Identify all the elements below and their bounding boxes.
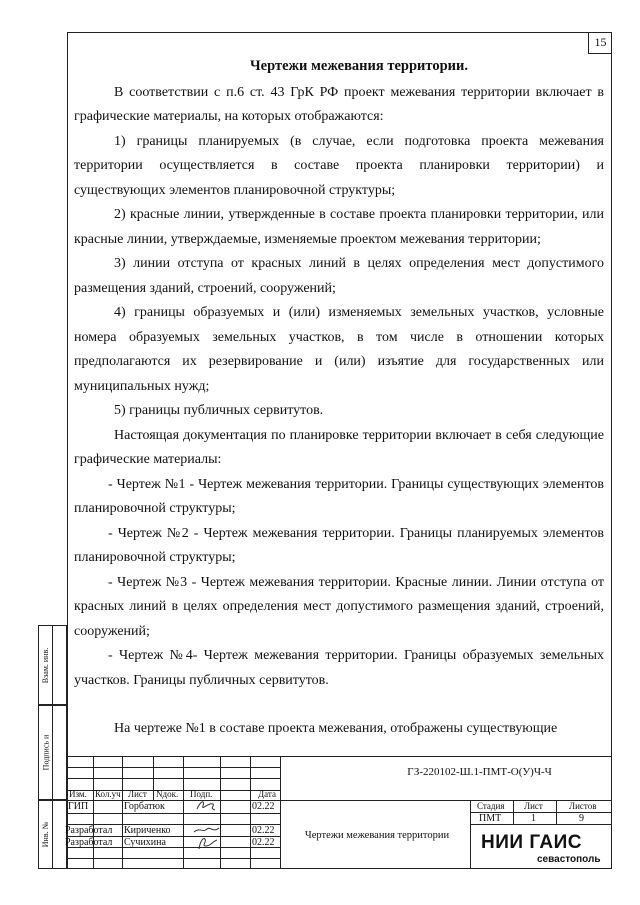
paragraph: - Чертеж №4- Чертеж межевания территории. Границы образуемых земельных участков. Границы публичных сервитутов. [74,648,604,688]
row-name: Кириченко [124,825,171,836]
paragraph: 5) границы публичных сервитутов. [114,403,324,418]
org-logo: НИИ ГАИС [481,832,582,853]
title-block [67,756,612,869]
signature-image [191,823,221,837]
side-label-vzam: Взам. инв. [41,647,51,683]
row-date: 02.22 [252,837,275,848]
paragraph: Настоящая документация по планировке территории включает в себя следующие графические материалы: [74,427,604,467]
header-list: Лист [128,789,147,799]
paragraph: 1) границы планируемых (в случае, если подготовка проекта межевания территории осуществляется в составе проекта планировки территории) и существующих элементов планировочной структуры; [74,133,604,198]
drawing-name: Чертежи межевания территории [304,830,450,841]
document-body [74,54,604,742]
paragraph: 3) линии отступа от красных линий в целях определения мест допустимого размещения зданий, строений, сооружений; [74,256,604,296]
paragraph: В соответствии с п.6 ст. 43 ГрК РФ проект межевания территории включает в графические материалы, на которых отображаются: [74,84,604,124]
side-strip-vzam [38,625,67,705]
side-strip-podpis [38,705,67,800]
header-koluch: Кол.уч [95,789,121,799]
header-ndok: Nдок. [156,789,179,799]
signature-image [191,798,221,812]
document-code: ГЗ-220102-Ш.1-ПМТ-О(У)Ч-Ч [407,766,552,778]
row-name: Сучихина [124,837,166,848]
header-data: Дата [258,789,276,799]
paragraph: - Чертеж №3 - Чертеж межевания территории. Красные линии. Линии отступа от красных линий в целях определения мест допустимого размещения зданий, строений, сооружений; [74,574,604,639]
paragraph: 2) красные линии, утвержденные в составе проекта планировки территории, или красные линии, утверждаемые, изменяемые проектом межевания территории; [74,207,604,247]
stage-value: ПМТ [479,813,502,824]
paragraph: 4) границы образуемых и (или) изменяемых земельных участков, условные номера образуемых земельных участков, в том числе в отношении которых предполагаются их резервирование и (или) изъятие для государственных или муниципальных нужд; [74,305,604,394]
org-logo-subtitle: севастополь [537,854,601,865]
row-date: 02.22 [252,801,275,812]
sheet-value: 1 [531,813,536,824]
row-date: 02.22 [252,825,275,836]
row-name: Горбатюк [124,801,165,812]
page-title: Чертежи межевания территории. [250,58,468,74]
header-izm: Изм. [69,789,87,799]
signature-image [191,836,221,850]
paragraph: На чертеже №1 в составе проекта межевания, отображены существующие [114,721,558,736]
sheets-value: 9 [579,813,584,824]
side-label-inv: Инв. № [41,821,51,848]
side-label-podpis: Подпись и [41,734,51,771]
paragraph: - Чертеж №1 - Чертеж межевания территории. Границы существующих элементов планировочной структуры; [74,476,604,516]
row-role: Разработал [65,825,113,836]
row-role: Разработал [65,837,113,848]
stage-label: Стадия [477,801,505,811]
page-number: 15 [588,32,612,54]
row-role: ГИП [68,801,89,812]
header-podp: Подп. [190,789,213,799]
paragraph: - Чертеж №2 - Чертеж межевания территории. Границы планируемых элементов планировочной структуры; [74,525,604,565]
sheet-label: Лист [524,801,543,811]
sheets-label: Листов [569,801,597,811]
side-strip-inv [38,800,67,869]
